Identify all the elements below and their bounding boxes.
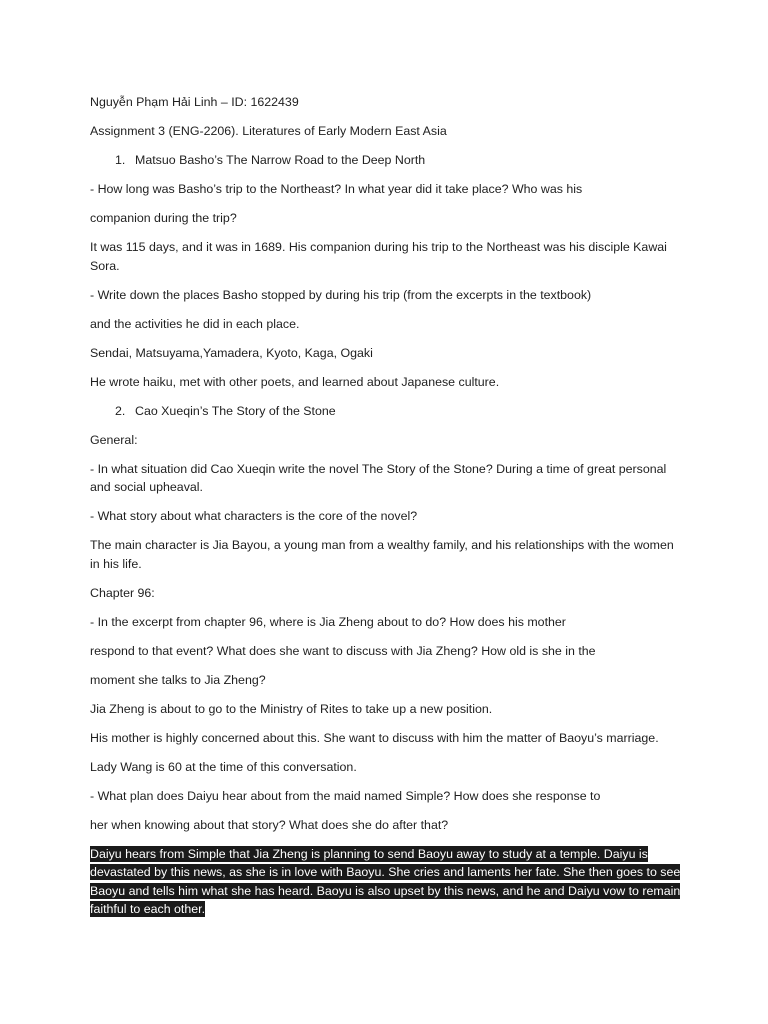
- section-2-heading: [90, 402, 682, 421]
- answer-activities: He wrote haiku, met with other poets, and learned about Japanese culture.: [90, 374, 500, 389]
- document-page: [90, 93, 682, 929]
- section-1-number: 1.: [115, 153, 126, 167]
- answer-places: Sendai, Matsuyama,Yamadera, Kyoto, Kaga, Ogaki: [90, 345, 373, 360]
- section-2-number: 2.: [115, 403, 126, 418]
- selected-text-highlight[interactable]: Daiyu hears from Simple that Jia Zheng is planning to send Baoyu away to study at a temple. Daiyu is devastated by this news, as she is in love with Baoyu. She cries and laments her fate. She then goes to see Baoyu and tells him what she has heard. Baoyu is also upset by this news, and he and Daiyu vow to remain faithful to each other.: [90, 846, 681, 916]
- question-trip-length-line2: companion during the trip?: [90, 211, 237, 225]
- section-1-heading: [90, 151, 682, 170]
- assignment-title: Assignment 3 (ENG-2206). Literatures of Early Modern East Asia: [90, 124, 447, 138]
- answer-jia-zheng-line2: His mother is highly concerned about this. She want to discuss with him the matter of Baoyu’s marriage.: [90, 730, 659, 745]
- answer-trip-length: It was 115 days, and it was in 1689. His companion during his trip to the Northeast was his disciple Kawai Sora.: [90, 240, 667, 273]
- author-line: Nguyễn Phạm Hải Linh – ID: 1622439: [90, 95, 299, 109]
- answer-daiyu: [90, 845, 682, 919]
- answer-core-story: The main character is Jia Bayou, a young man from a wealthy family, and his relationships with the women in his life.: [90, 538, 674, 571]
- question-trip-length-line1: - How long was Basho’s trip to the Northeast? In what year did it take place? Who was his: [90, 182, 583, 196]
- question-core-story: - What story about what characters is the core of the novel?: [90, 509, 418, 523]
- general-label: General:: [90, 432, 138, 447]
- section-2-title: Cao Xueqin’s The Story of the Stone: [135, 403, 336, 418]
- answer-jia-zheng-line3: Lady Wang is 60 at the time of this conversation.: [90, 759, 357, 774]
- question-daiyu-line2: her when knowing about that story? What does she do after that?: [90, 817, 449, 832]
- question-jia-zheng-line1: - In the excerpt from chapter 96, where is Jia Zheng about to do? How does his mother: [90, 614, 566, 629]
- answer-jia-zheng-line1: Jia Zheng is about to go to the Ministry of Rites to take up a new position.: [90, 701, 493, 716]
- question-jia-zheng-line3: moment she talks to Jia Zheng?: [90, 672, 266, 687]
- question-daiyu-line1: - What plan does Daiyu hear about from the maid named Simple? How does she response to: [90, 788, 601, 803]
- question-places-line2: and the activities he did in each place.: [90, 316, 300, 331]
- question-jia-zheng-line2: respond to that event? What does she want to discuss with Jia Zheng? How old is she in the: [90, 643, 596, 658]
- section-1-title: Matsuo Basho’s The Narrow Road to the Deep North: [135, 153, 426, 167]
- question-situation: - In what situation did Cao Xueqin write the novel The Story of the Stone? During a time of great personal and social upheaval.: [90, 461, 667, 494]
- question-places-line1: - Write down the places Basho stopped by during his trip (from the excerpts in the textbook): [90, 287, 592, 302]
- chapter-label: Chapter 96:: [90, 585, 155, 600]
